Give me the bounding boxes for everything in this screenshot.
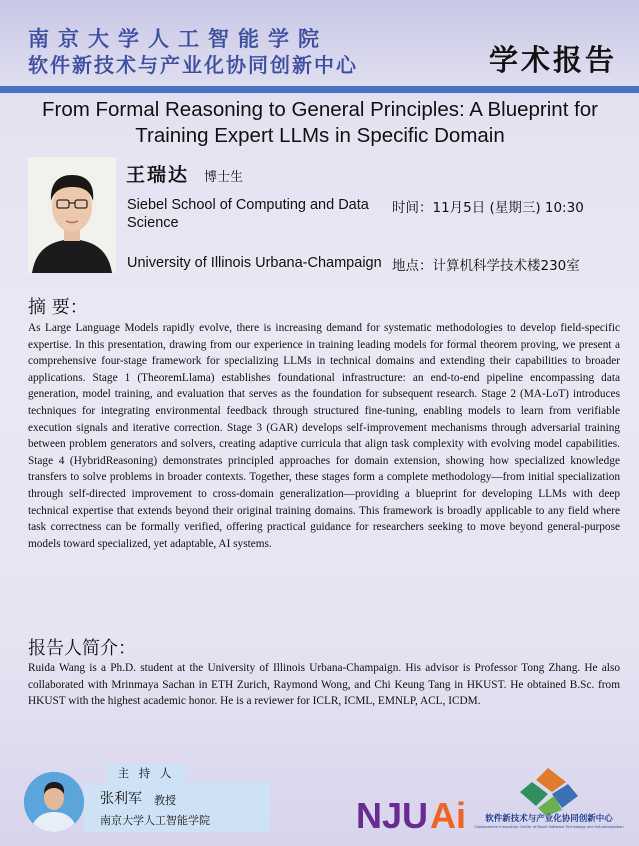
- host-title: 教授: [154, 794, 176, 807]
- ai-logo-text: Ai: [430, 795, 466, 832]
- host-photo: [24, 772, 84, 832]
- talk-title-line2: Training Expert LLMs in Specific Domain: [135, 124, 505, 147]
- header-divider: [0, 86, 639, 93]
- institution-line2: 软件新技术与产业化协同创新中心: [28, 53, 358, 77]
- host-card: [24, 760, 270, 832]
- talk-title: [20, 97, 620, 149]
- host-label: 主 持 人: [106, 764, 186, 782]
- speaker-degree: 博士生: [204, 170, 244, 185]
- abstract-text: As Large Language Models rapidly evolve, there is increasing demand for systematic methodologies to develop field-specific expertise. In this presentation, drawing from our experience in training leading models for formal theorem proving, we present a comprehensive four-stage framework for specializing LLMs in technical domains and extending their capabilities to broader applications. Stage 1 (TheoremLlama) establishes foundational infrastructure: an end-to-end pipeline encompassing data generation, model training, and evaluation that serves as the foundation for subsequent research. Stage 2 (MA-LoT) introduces techniques for integrating environmental feedback through structured fine-tuning, enabling models to learn from verifiable execution signals and iterative correction. Stage 3 (GAR) develops self-improvement mechanisms through adversarial training between problem generators and solvers, creating adaptive curricula that align task complexity with evolving model capabilities. Stage 4 (HybridReasoning) demonstrates principled approaches for domain extension, showing how specialized knowledge transfers to solve problems in broader contexts. Together, these stages form a complete methodology—from initial specialization through self-directed improvement to cross-domain generalization—providing a blueprint for developing LLMs with deep technical expertise that extends beyond their original training domains. This framework is broadly applicable to any field where task correctness can be formally verified, offering practical guidance for researchers seeking to move beyond general-purpose models toward specialized, yet adaptable, AI systems.: [28, 322, 620, 550]
- talk-title-line1: From Formal Reasoning to General Principles: A Blueprint for: [41, 98, 599, 121]
- event-place: 地点：计算机科学技术楼230室: [392, 258, 580, 274]
- speaker-portrait-icon: [28, 157, 116, 273]
- nju-ai-logo: [356, 792, 468, 832]
- bio-heading: 报告人简介：: [28, 638, 136, 659]
- speaker-photo: [28, 157, 116, 273]
- speaker-affiliation-1: Siebel School of Computing and Data Science: [127, 197, 369, 231]
- institution-block: [28, 26, 358, 78]
- host-portrait-icon: [24, 772, 84, 832]
- center-name: 软件新技术与产业化协同创新中心: [485, 814, 613, 824]
- nju-logo-text: NJU: [356, 795, 429, 832]
- host-affiliation: 南京大学人工智能学院: [100, 814, 210, 827]
- event-time: 时间：11月5日 (星期三) 10:30: [392, 200, 584, 216]
- bio-text: Ruida Wang is a Ph.D. student at the University of Illinois Urbana-Champaign. His advisor is Professor Tong Zhang. He also collaborated with Mrinmaya Sachan in ETH Zurich, Raymond Wong, and Chi Keung Tang in HKUST. He obtained B.Sc. from HKUST with the highest academic honor. He is a reviewer for ICLR, ICML, EMNLP, ACL, ICDM.: [28, 662, 620, 708]
- center-subtitle: Collaborative Innovation Center of Novel Software Technology and Industrialization: [474, 825, 624, 829]
- host-name: 张利军: [100, 791, 142, 807]
- speaker-name: 王瑞达: [126, 164, 190, 186]
- speaker-affiliation-2: University of Illinois Urbana-Champaign: [127, 255, 382, 271]
- report-label: 学术报告: [488, 43, 617, 77]
- abstract-heading: 摘 要：: [28, 297, 88, 318]
- institution-line1: 南京大学人工智能学院: [28, 27, 328, 51]
